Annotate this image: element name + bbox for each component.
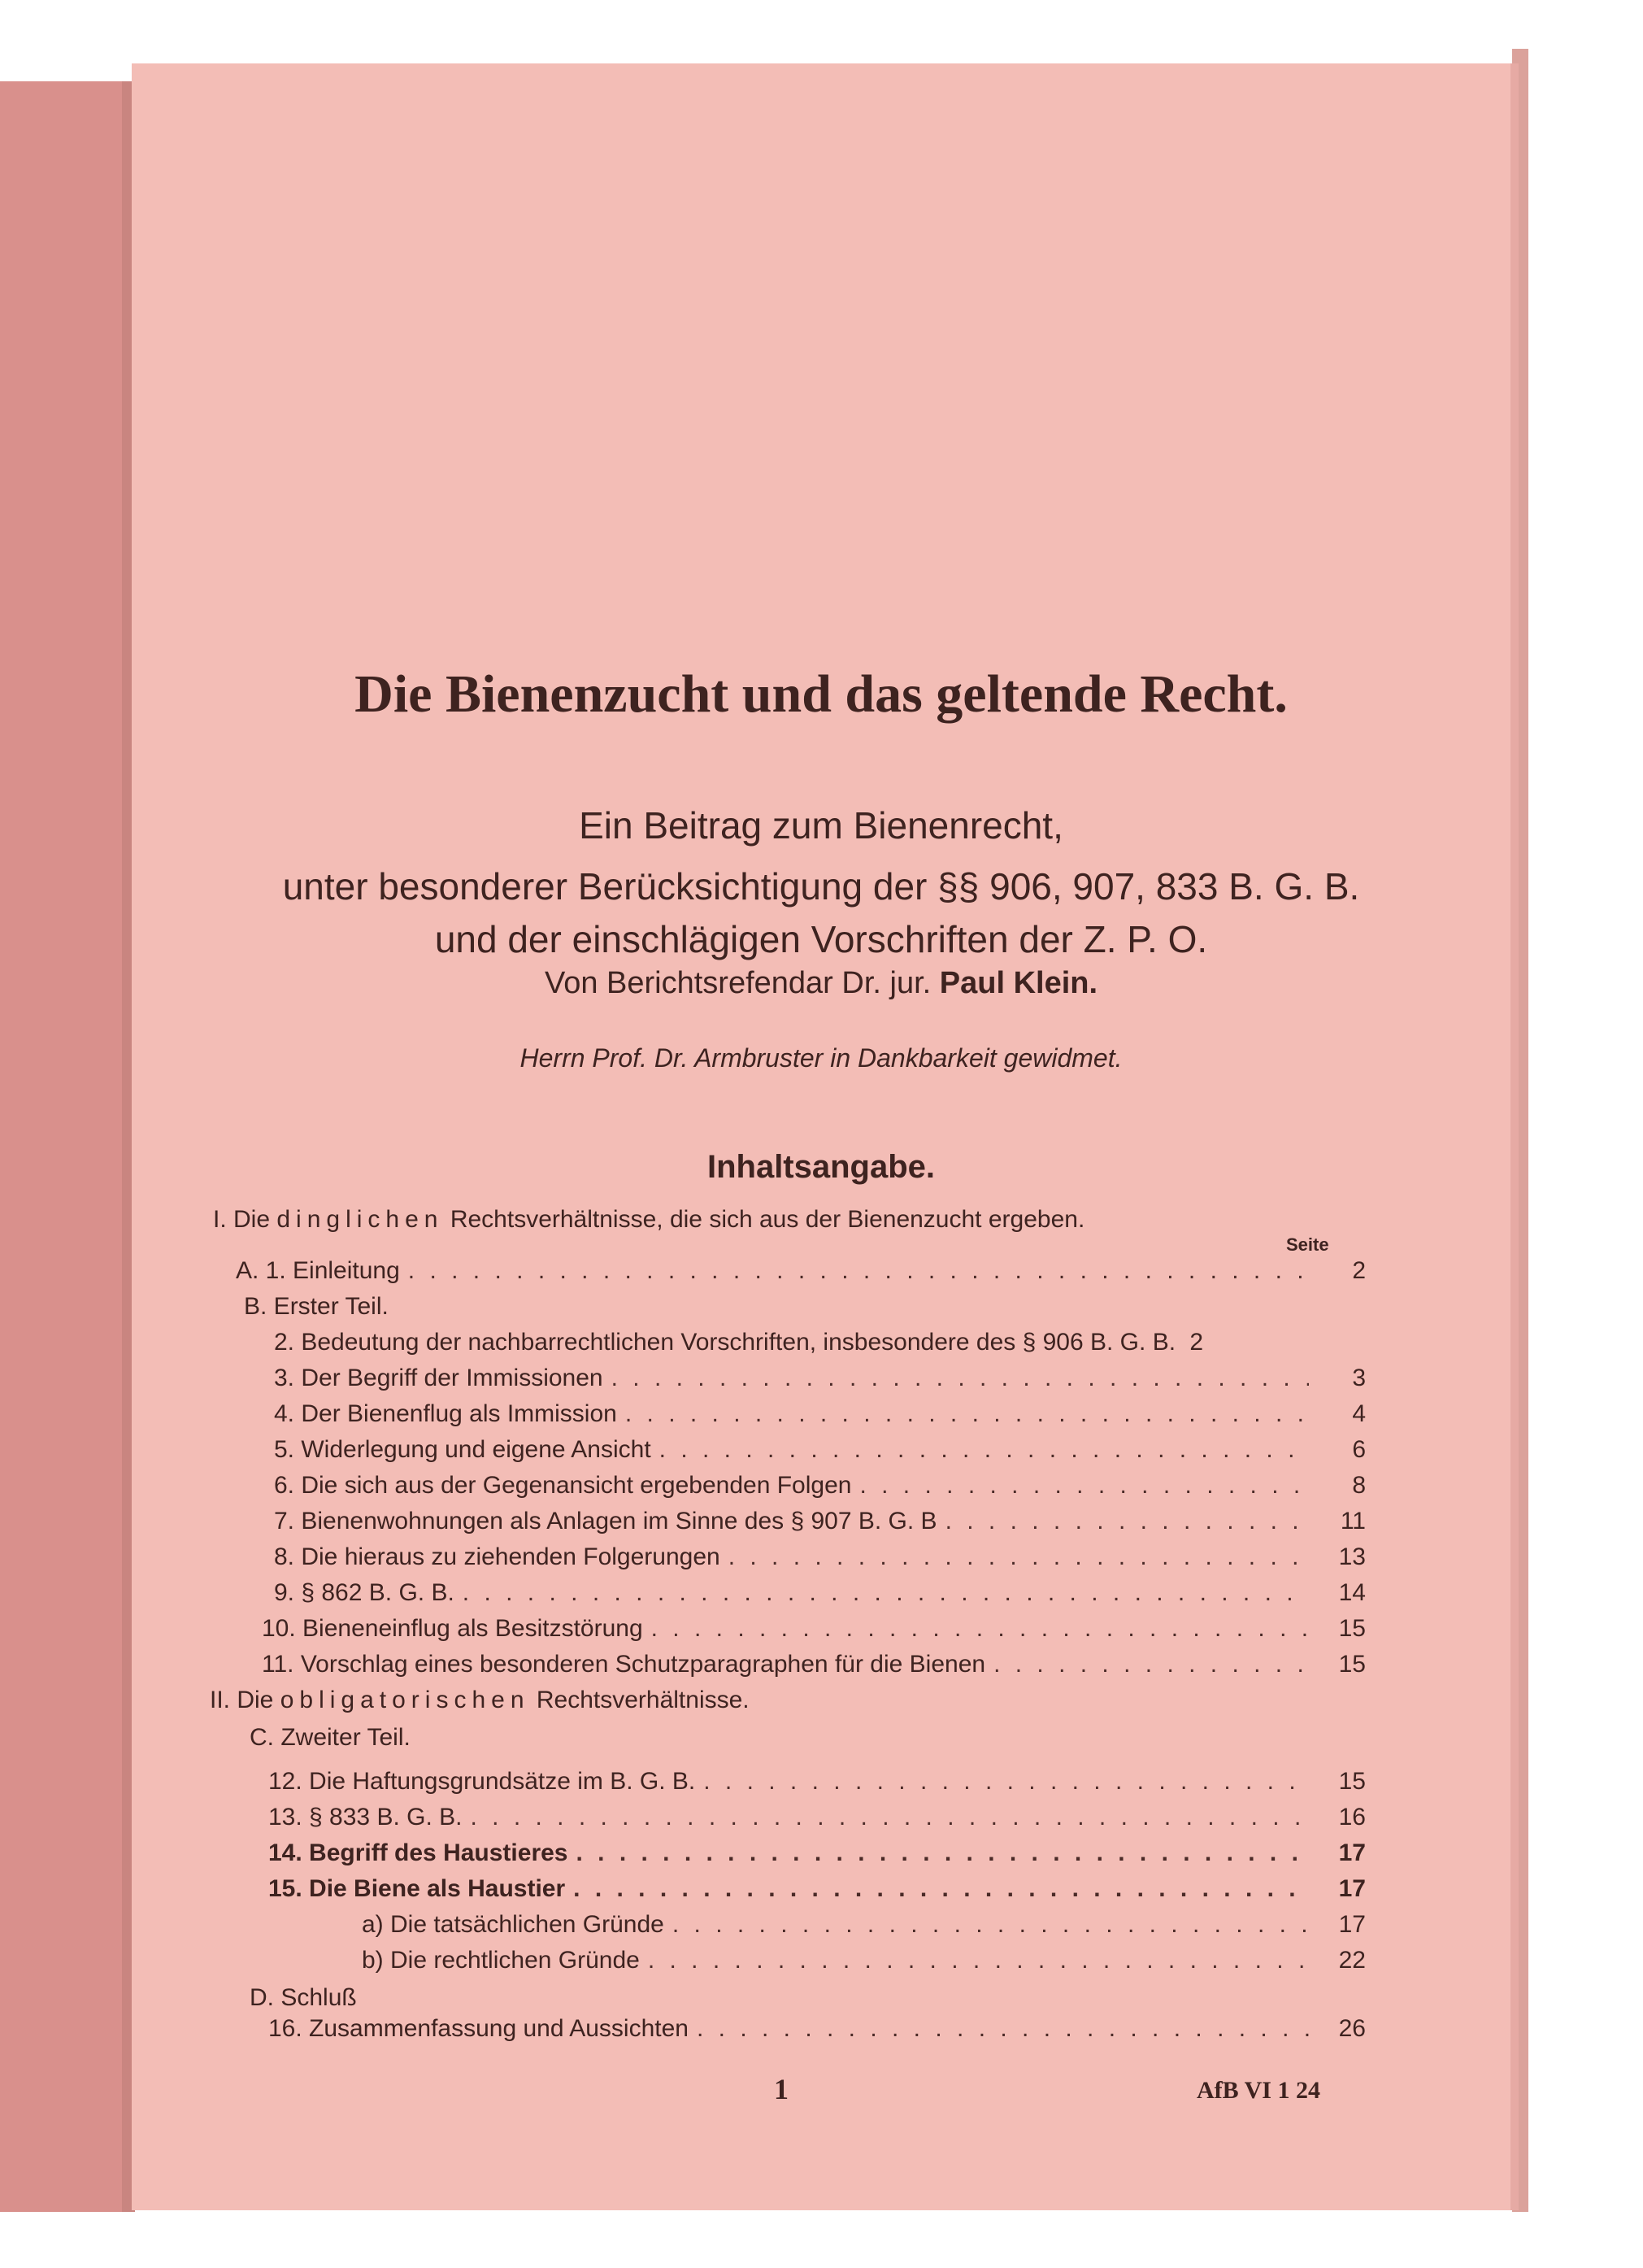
- author-prefix: Von Berichtsrefendar Dr. jur.: [544, 966, 932, 1000]
- book-page: [132, 63, 1519, 2210]
- dedication: Herrn Prof. Dr. Armbruster in Dankbarkeit gewidmet.: [519, 1043, 1123, 1073]
- toc-heading: Inhaltsangabe.: [706, 1149, 936, 1185]
- subtitle-line-2: unter besonderer Berücksichtigung der §§ 906, 907, 833 B. G. B.: [282, 865, 1360, 908]
- toc-entry: 6. Die sich aus der Gegenansicht ergebenden Folgen . . . 8: [274, 1472, 1366, 1504]
- book-spine-left: [0, 81, 132, 2212]
- toc-entry: 15. Die Biene als Haustier . . . 17: [268, 1875, 1366, 1908]
- toc-entry: 3. Der Begriff der Immissionen . . . 3: [274, 1365, 1366, 1397]
- toc-entry: a) Die tatsächlichen Gründe . . . 17: [362, 1911, 1366, 1944]
- toc-entry: 12. Die Haftungsgrundsätze im B. G. B. . . . 15: [268, 1768, 1366, 1800]
- toc-section-c: C. Zweiter Teil.: [250, 1724, 411, 1751]
- toc-section-d: D. Schluß: [250, 1984, 357, 2011]
- toc-entry: 5. Widerlegung und eigene Ansicht . . . 6: [274, 1436, 1366, 1469]
- toc-entry: A. 1. Einleitung . . . 2: [236, 1257, 1366, 1290]
- page-number: 1: [774, 2073, 789, 2105]
- toc-part-2: II. Die obligatorischen Rechtsverhältnisse.: [210, 1687, 750, 1713]
- toc-entry: 4. Der Bienenflug als Immission . . . 4: [274, 1400, 1366, 1433]
- page-column-label: Seite: [1286, 1234, 1329, 1255]
- toc-entry: 11. Vorschlag eines besonderen Schutzparagraphen für die Bienen . . . 15: [262, 1651, 1366, 1683]
- author-name: Paul Klein.: [939, 966, 1098, 1000]
- subtitle-line-3: und der einschlägigen Vorschriften der Z. P. O.: [434, 918, 1208, 960]
- toc-entry: 14. Begriff des Haustieres . . . 17: [268, 1839, 1366, 1872]
- toc-entry: 9. § 862 B. G. B. . . . 14: [274, 1579, 1366, 1612]
- printer-signature: AfB VI 1 24: [1197, 2077, 1320, 2104]
- author-line: [132, 966, 1510, 1001]
- toc-entry: 7. Bienenwohnungen als Anlagen im Sinne des § 907 B. G. B . . . 11: [274, 1508, 1366, 1540]
- document-title: Die Bienenzucht und das geltende Recht.: [354, 664, 1288, 724]
- toc-entry: 13. § 833 B. G. B. . . . 16: [268, 1804, 1366, 1836]
- toc-entry: 8. Die hieraus zu ziehenden Folgerungen . . . 13: [274, 1543, 1366, 1576]
- toc-entry: 2. Bedeutung der nachbarrechtlichen Vorschriften, insbesondere des § 906 B. G. B. 2: [274, 1329, 1204, 1356]
- toc-entry: 10. Bieneneinflug als Besitzstörung . . . 15: [262, 1615, 1366, 1648]
- toc-part-1: I. Die dinglichen Rechtsverhältnisse, die sich aus der Bienenzucht ergeben.: [213, 1206, 1085, 1233]
- toc-entry: b) Die rechtlichen Gründe . . . 22: [362, 1947, 1366, 1979]
- toc-section-b: B. Erster Teil.: [244, 1293, 389, 1320]
- toc-entry: 16. Zusammenfassung und Aussichten . . . 26: [268, 2015, 1366, 2048]
- subtitle-line-1: Ein Beitrag zum Bienenrecht,: [579, 804, 1063, 847]
